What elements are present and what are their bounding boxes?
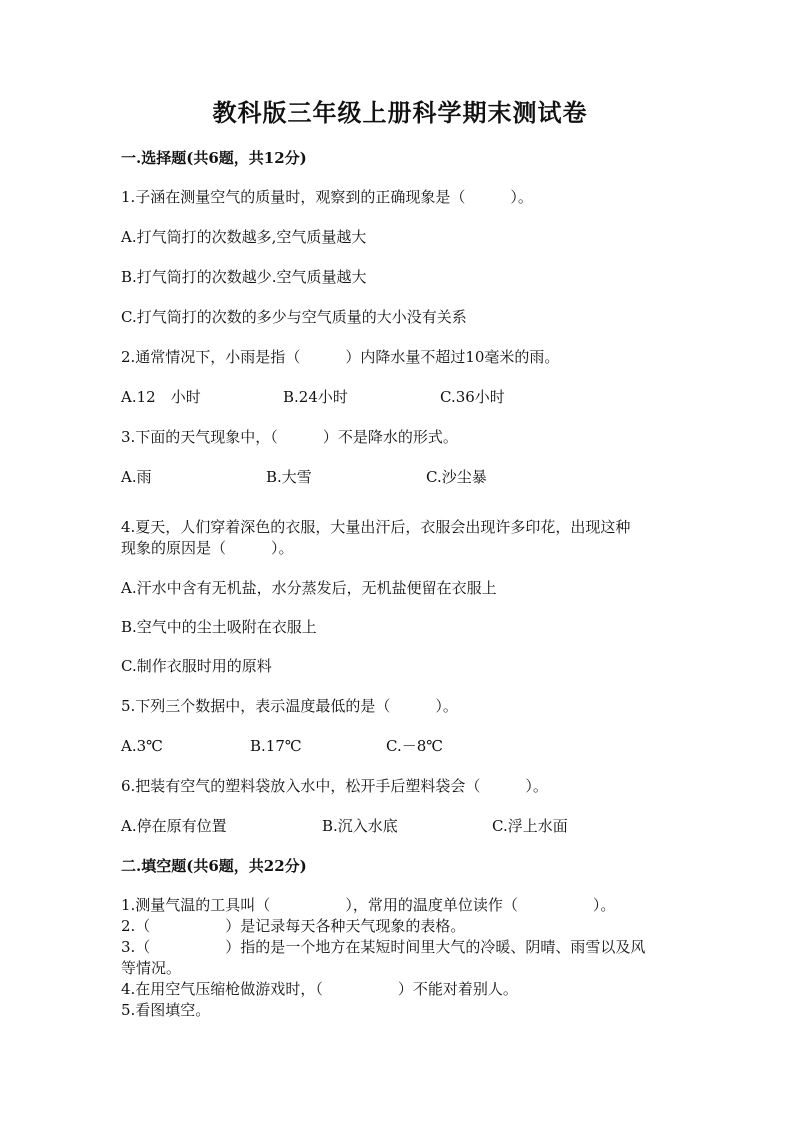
question-2-option-a: A.12 小时 [121, 388, 201, 406]
question-3-option-c: C.沙尘暴 [426, 468, 487, 486]
section-heading-fill: 二.填空题(共6题，共22分) [121, 857, 307, 875]
question-6-option-c: C.浮上水面 [492, 817, 568, 835]
question-6-option-a: A.停在原有位置 [121, 817, 227, 835]
fill-item-4: 4.在用空气压缩枪做游戏时，（ ）不能对着别人。 [121, 980, 518, 998]
question-3-option-a: A.雨 [121, 468, 152, 486]
question-4-line-1: 4.夏天，人们穿着深色的衣服，大量出汗后，衣服会出现许多印花，出现这种 [121, 518, 631, 536]
section-heading-choice: 一.选择题(共6题，共12分) [121, 149, 307, 167]
question-5: 5.下列三个数据中，表示温度最低的是（ ）。 [121, 697, 458, 715]
question-4-option-a: A.汗水中含有无机盐，水分蒸发后，无机盐便留在衣服上 [121, 579, 497, 597]
question-5-option-c: C.－8℃ [386, 737, 444, 755]
question-1-option-c: C.打气筒打的次数的多少与空气质量的大小没有关系 [121, 308, 467, 326]
question-6: 6.把装有空气的塑料袋放入水中，松开手后塑料袋会（ ）。 [121, 777, 548, 795]
fill-item-5: 5.看图填空。 [121, 1001, 211, 1019]
question-6-option-b: B.沉入水底 [322, 817, 398, 835]
question-5-option-b: B.17℃ [250, 737, 302, 755]
question-1-option-a: A.打气筒打的次数越多,空气质量越大 [121, 228, 367, 246]
question-1: 1.子涵在测量空气的质量时，观察到的正确现象是（ ）。 [121, 188, 533, 206]
question-3-option-b: B.大雪 [266, 468, 312, 486]
fill-item-3-line-2: 等情况。 [121, 959, 182, 977]
question-2: 2.通常情况下，小雨是指（ ）内降水量不超过10毫米的雨。 [121, 348, 560, 366]
question-4-option-b: B.空气中的尘土吸附在衣服上 [121, 618, 317, 636]
question-2-option-b: B.24小时 [283, 388, 348, 406]
question-3: 3.下面的天气现象中，（ ）不是降水的形式。 [121, 428, 458, 446]
question-4-line-2: 现象的原因是（ ）。 [121, 539, 294, 557]
question-4-option-c: C.制作衣服时用的原料 [121, 657, 272, 675]
question-5-option-a: A.3℃ [121, 737, 163, 755]
question-2-option-c: C.36小时 [440, 388, 505, 406]
exam-title: 教科版三年级上册科学期末测试卷 [212, 98, 588, 127]
fill-item-1: 1.测量气温的工具叫（ ），常用的温度单位读作（ ）。 [121, 896, 616, 914]
fill-item-2: 2.（ ）是记录每天各种天气现象的表格。 [121, 917, 466, 935]
fill-item-3-line-1: 3.（ ）指的是一个地方在某短时间里大气的冷暖、阴晴、雨雪以及风 [121, 938, 646, 956]
question-1-option-b: B.打气筒打的次数越少.空气质量越大 [121, 268, 367, 286]
